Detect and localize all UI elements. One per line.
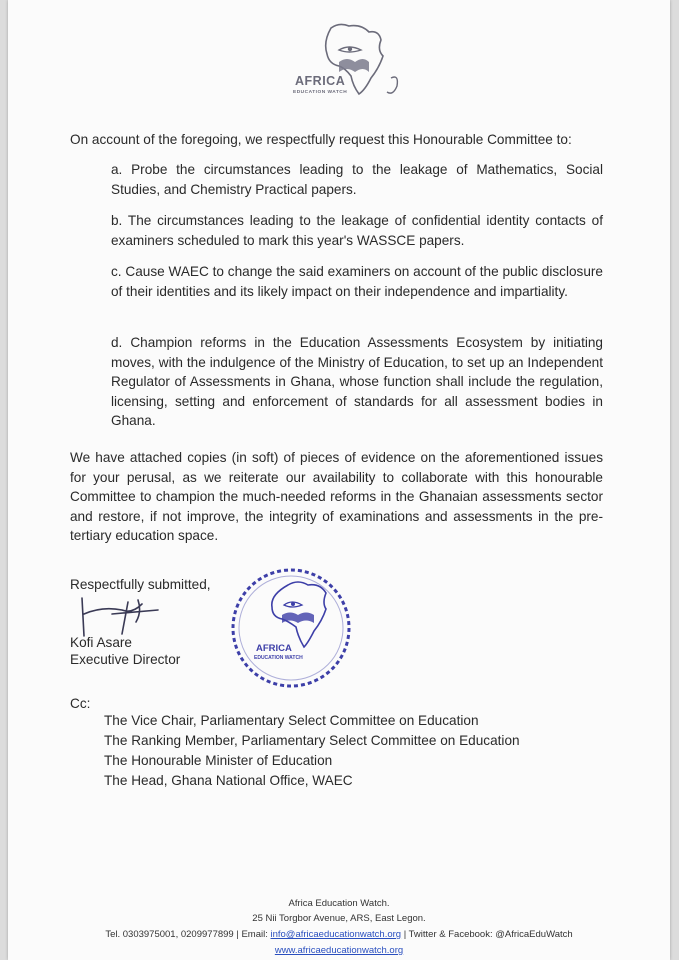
footer-social: | Twitter & Facebook: @AfricaEduWatch: [401, 929, 573, 940]
cc-label: Cc:: [70, 696, 91, 711]
request-intro: On account of the foregoing, we respectfully request this Honourable Committee to:: [70, 132, 572, 147]
request-item-d: d. Champion reforms in the Education Assessments Ecosystem by initiating moves, with the indulgence of the Ministry of Education, to set up an Independent Regulator of Assessments in Ghana, whose function shall include the regulation, licensing, setting and enforcement of standards for all assessment bodies in Ghana.: [111, 335, 603, 428]
footer-address: 25 Nii Torgbor Avenue, ARS, East Legon.: [252, 913, 426, 924]
organization-seal: [226, 563, 356, 693]
request-item-c: c. Cause WAEC to change the said examiners on account of the public disclosure of their identities and its likely impact on their independence and impartiality.: [111, 264, 603, 299]
cc-recipient: The Honourable Minister of Education: [104, 753, 333, 768]
signoff-text: Respectfully submitted,: [70, 577, 211, 592]
request-item-a: a. Probe the circumstances leading to the leakage of Mathematics, Social Studies, and Chemistry Practical papers.: [111, 162, 603, 197]
seal-brand-text: AFRICA: [256, 643, 292, 654]
cc-recipient: The Ranking Member, Parliamentary Select Committee on Education: [104, 733, 520, 748]
cc-list: [104, 711, 520, 791]
logo-brand-text: AFRICA: [295, 74, 346, 88]
seal-sub-text: EDUCATION WATCH: [254, 655, 303, 661]
request-item-b: b. The circumstances leading to the leakage of confidential identity contacts of examiners scheduled to mark this year's WASSCE papers.: [111, 213, 603, 248]
letter-page: [8, 0, 670, 960]
footer-email-link[interactable]: info@africaeducationwatch.org: [270, 929, 402, 940]
signatory-title: Executive Director: [70, 652, 181, 667]
signatory-name: Kofi Asare: [70, 635, 132, 650]
footer-website-link[interactable]: www.africaeducationwatch.org: [274, 945, 404, 956]
footer-website: [8, 945, 670, 956]
footer-tel: Tel. 0303975001, 0209977899 | Email:: [105, 929, 271, 940]
africa-map-icon: [273, 20, 413, 100]
closing-paragraph: We have attached copies (in soft) of pieces of evidence on the aforementioned issues for your perusal, as we reiterate our availability to collaborate with this honourable Committee to champion the much-needed reforms in the Ghanaian assessments sector and restore, if not improve, the integrity of examinations and assessments in the pre-tertiary education space.: [70, 450, 603, 543]
logo-sub-text: EDUCATION WATCH: [293, 90, 348, 95]
footer-contacts: [8, 929, 670, 940]
footer-org: Africa Education Watch.: [288, 898, 390, 909]
africa-education-watch-logo: [273, 20, 413, 100]
seal-stamp-icon: [226, 563, 356, 693]
cc-recipient: The Head, Ghana National Office, WAEC: [104, 773, 353, 788]
cc-recipient: The Vice Chair, Parliamentary Select Committee on Education: [104, 713, 479, 728]
